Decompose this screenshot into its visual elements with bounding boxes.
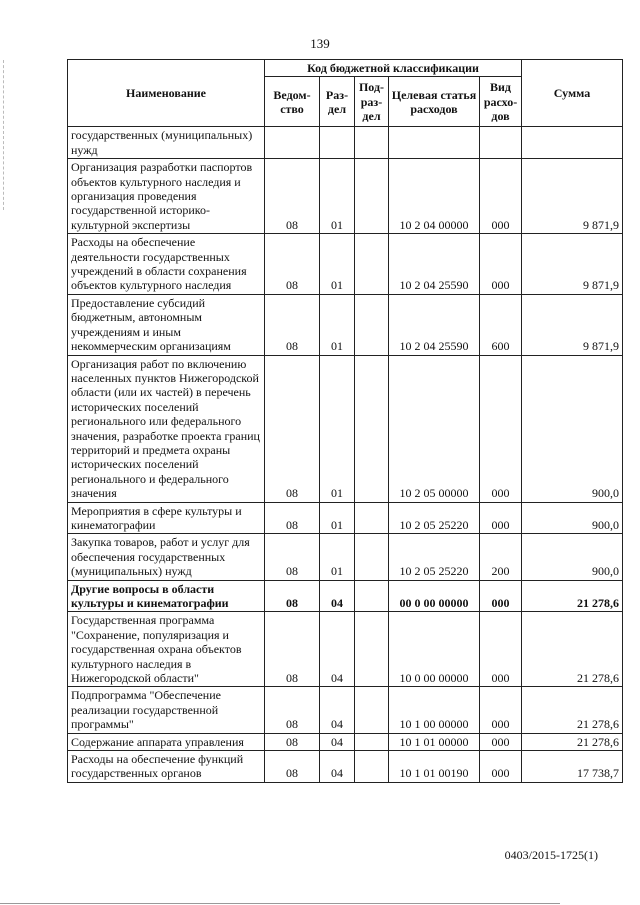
- header-target: Целевая статья расходов: [389, 77, 480, 127]
- row-dept: 08: [265, 502, 320, 534]
- row-exp-type: 000: [480, 234, 522, 295]
- row-sum: 21 278,6: [522, 612, 623, 687]
- row-exp-type: 200: [480, 534, 522, 580]
- row-sum: 900,0: [522, 355, 623, 502]
- row-exp-type: 000: [480, 502, 522, 534]
- row-sum: [522, 127, 623, 159]
- row-subsection: [355, 580, 389, 612]
- table-row: [68, 612, 623, 687]
- row-section: [320, 127, 355, 159]
- row-name: Содержание аппарата управления: [68, 733, 265, 750]
- row-target: 10 0 00 00000: [389, 612, 480, 687]
- table-row: [68, 127, 623, 159]
- row-dept: 08: [265, 751, 320, 783]
- row-subsection: [355, 502, 389, 534]
- table-row: [68, 355, 623, 502]
- row-sum: 21 278,6: [522, 580, 623, 612]
- row-section: 04: [320, 612, 355, 687]
- row-section: 01: [320, 159, 355, 234]
- table-row: [68, 580, 623, 612]
- row-section: 04: [320, 687, 355, 733]
- row-target: 10 2 04 00000: [389, 159, 480, 234]
- row-sum: 9 871,9: [522, 294, 623, 355]
- row-target: 10 2 04 25590: [389, 294, 480, 355]
- row-target: 10 1 01 00190: [389, 751, 480, 783]
- row-dept: 08: [265, 159, 320, 234]
- row-exp-type: 000: [480, 687, 522, 733]
- table-row: [68, 294, 623, 355]
- row-subsection: [355, 733, 389, 750]
- table-body: [68, 127, 623, 782]
- table-row: [68, 502, 623, 534]
- table-row: [68, 751, 623, 783]
- row-exp-type: 000: [480, 612, 522, 687]
- header-sum: Сумма: [522, 60, 623, 127]
- row-name: Предоставление субсидий бюджетным, автономным учреждениям и иным некоммерческим организациям: [68, 294, 265, 355]
- row-target: [389, 127, 480, 159]
- row-target: 10 2 05 25220: [389, 534, 480, 580]
- row-name: государственных (муниципальных) нужд: [68, 127, 265, 159]
- row-name: Подпрограмма "Обеспечение реализации государственной программы": [68, 687, 265, 733]
- row-dept: 08: [265, 294, 320, 355]
- row-exp-type: 000: [480, 580, 522, 612]
- row-dept: 08: [265, 612, 320, 687]
- row-dept: 08: [265, 234, 320, 295]
- row-name: Организация работ по включению населенных пунктов Нижегородской области (или их частей) в перечень исторических поселений регионального или федерального значения, разработке проекта границ территорий и предмета охраны исторических поселений регионального и федерального значения: [68, 355, 265, 502]
- row-dept: 08: [265, 580, 320, 612]
- row-exp-type: 000: [480, 733, 522, 750]
- row-exp-type: 000: [480, 159, 522, 234]
- row-dept: 08: [265, 355, 320, 502]
- row-exp-type: 000: [480, 751, 522, 783]
- row-sum: 9 871,9: [522, 159, 623, 234]
- row-target: 10 2 04 25590: [389, 234, 480, 295]
- row-dept: 08: [265, 733, 320, 750]
- row-dept: 08: [265, 534, 320, 580]
- row-name: Закупка товаров, работ и услуг для обеспечения государственных (муниципальных) нужд: [68, 534, 265, 580]
- row-subsection: [355, 612, 389, 687]
- row-section: 01: [320, 294, 355, 355]
- row-subsection: [355, 355, 389, 502]
- table-header: [68, 60, 623, 127]
- table-row: [68, 159, 623, 234]
- document-code: 0403/2015-1725(1): [504, 848, 598, 862]
- row-section: 04: [320, 751, 355, 783]
- row-name: Организация разработки паспортов объектов культурного наследия и организация проведения государственной историко-культурной экспертизы: [68, 159, 265, 234]
- row-target: 10 2 05 00000: [389, 355, 480, 502]
- row-subsection: [355, 159, 389, 234]
- row-dept: 08: [265, 687, 320, 733]
- row-subsection: [355, 234, 389, 295]
- row-section: 04: [320, 733, 355, 750]
- row-sum: 17 738,7: [522, 751, 623, 783]
- table-row: [68, 234, 623, 295]
- header-name: Наименование: [68, 60, 265, 127]
- row-name: Расходы на обеспечение функций государственных органов: [68, 751, 265, 783]
- page-number: 139: [310, 36, 330, 51]
- row-dept: [265, 127, 320, 159]
- row-sum: 9 871,9: [522, 234, 623, 295]
- row-sum: 900,0: [522, 502, 623, 534]
- row-target: 10 2 05 25220: [389, 502, 480, 534]
- row-target: 00 0 00 00000: [389, 580, 480, 612]
- row-name: Другие вопросы в области культуры и кинематографии: [68, 580, 265, 612]
- row-sum: 21 278,6: [522, 733, 623, 750]
- header-section: Раз-дел: [320, 77, 355, 127]
- row-sum: 900,0: [522, 534, 623, 580]
- row-exp-type: 000: [480, 355, 522, 502]
- row-section: 01: [320, 534, 355, 580]
- row-name: Мероприятия в сфере культуры и кинематографии: [68, 502, 265, 534]
- header-code-group: Код бюджетной классификации: [265, 60, 522, 77]
- header-exp-type: Вид расхо-дов: [480, 77, 522, 127]
- budget-table: [67, 59, 623, 783]
- row-exp-type: [480, 127, 522, 159]
- header-dept: Ведом-ство: [265, 77, 320, 127]
- row-target: 10 1 01 00000: [389, 733, 480, 750]
- row-subsection: [355, 294, 389, 355]
- row-section: 01: [320, 234, 355, 295]
- table-row: [68, 534, 623, 580]
- row-name: Расходы на обеспечение деятельности государственных учреждений в области сохранения объектов культурного наследия: [68, 234, 265, 295]
- row-subsection: [355, 687, 389, 733]
- header-subsection: Под-раз-дел: [355, 77, 389, 127]
- table-row: [68, 687, 623, 733]
- table-row: [68, 733, 623, 750]
- scan-edge-mark: [3, 60, 4, 210]
- row-sum: 21 278,6: [522, 687, 623, 733]
- row-section: 01: [320, 355, 355, 502]
- row-exp-type: 600: [480, 294, 522, 355]
- row-section: 01: [320, 502, 355, 534]
- scan-bottom-rule: [0, 903, 560, 904]
- row-subsection: [355, 751, 389, 783]
- row-subsection: [355, 534, 389, 580]
- row-name: Государственная программа "Сохранение, популяризация и государственная охрана объектов культурного наследия в Нижегородской области": [68, 612, 265, 687]
- row-subsection: [355, 127, 389, 159]
- row-section: 04: [320, 580, 355, 612]
- row-target: 10 1 00 00000: [389, 687, 480, 733]
